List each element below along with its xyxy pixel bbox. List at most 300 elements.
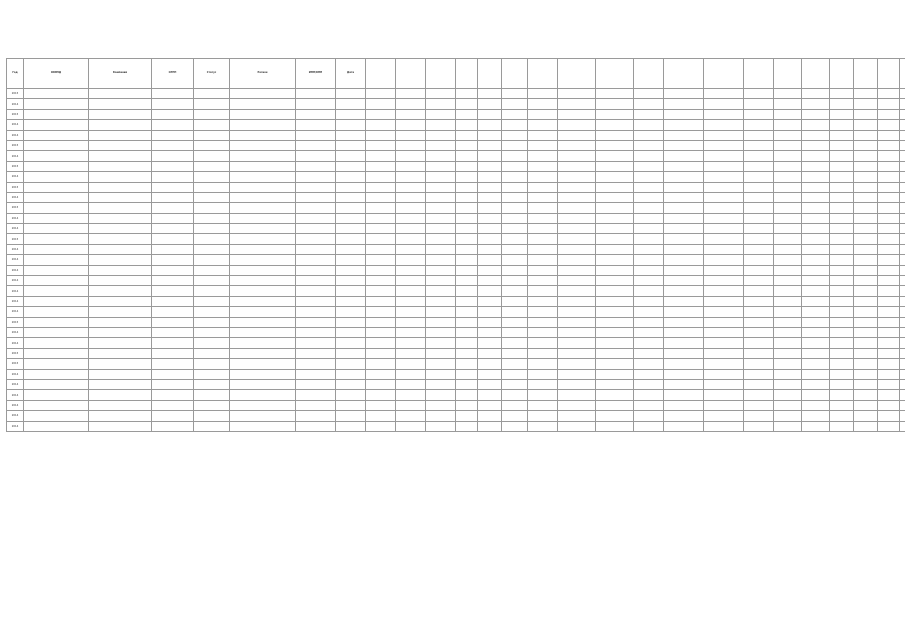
cell-value [502,140,528,150]
cell-ogrn [152,161,194,171]
cell-value [396,99,426,109]
cell-value [830,161,854,171]
cell-value [478,276,502,286]
cell-value [878,182,900,192]
cell-value [366,182,396,192]
cell-value [456,109,478,119]
cell-value [744,359,774,369]
cell-value [634,192,664,202]
cell-value [744,234,774,244]
cell-okved [24,130,89,140]
table-body [7,89,905,432]
cell-status [194,296,230,306]
cell-value [502,359,528,369]
column-header [478,59,502,89]
cell-value [900,109,905,119]
cell-value [558,276,596,286]
cell-okved [24,379,89,389]
cell-inn [296,172,336,182]
cell-name [89,327,152,337]
cell-status [194,379,230,389]
cell-value [366,224,396,234]
cell-value [426,213,456,223]
cell-value [478,348,502,358]
cell-value [774,182,802,192]
cell-value [426,151,456,161]
cell-value [596,286,634,296]
cell-year: 2014 [7,338,24,348]
cell-value [528,244,558,254]
cell-value [664,213,704,223]
cell-status [194,411,230,421]
cell-region [230,172,296,182]
cell-value [528,192,558,202]
cell-name [89,213,152,223]
cell-value [558,89,596,99]
cell-date [336,390,366,400]
column-header: Дата [336,59,366,89]
cell-date [336,140,366,150]
cell-region [230,411,296,421]
cell-date [336,192,366,202]
column-header [596,59,634,89]
cell-value [854,307,878,317]
cell-value [634,296,664,306]
cell-value [396,151,426,161]
cell-value [830,276,854,286]
cell-name [89,390,152,400]
cell-region [230,338,296,348]
cell-name [89,359,152,369]
cell-value [900,224,905,234]
cell-value [744,151,774,161]
cell-status [194,307,230,317]
cell-value [854,255,878,265]
cell-year: 2014 [7,411,24,421]
cell-value [366,411,396,421]
cell-value [396,182,426,192]
cell-status [194,182,230,192]
cell-value [634,348,664,358]
cell-value [502,379,528,389]
cell-date [336,89,366,99]
cell-date [336,172,366,182]
cell-value [854,421,878,431]
cell-value [558,120,596,130]
cell-value [528,130,558,140]
cell-value [456,296,478,306]
cell-status [194,265,230,275]
cell-value [502,390,528,400]
cell-year: 2014 [7,276,24,286]
cell-value [558,99,596,109]
cell-value [396,140,426,150]
cell-value [396,338,426,348]
cell-value [744,411,774,421]
cell-value [634,317,664,327]
cell-value [774,234,802,244]
cell-value [596,265,634,275]
cell-value [502,421,528,431]
cell-year: 2015 [7,182,24,192]
cell-inn [296,192,336,202]
column-header [456,59,478,89]
cell-date [336,182,366,192]
cell-okved [24,244,89,254]
cell-okved [24,390,89,400]
cell-value [744,192,774,202]
cell-inn [296,234,336,244]
cell-status [194,255,230,265]
cell-value [596,213,634,223]
cell-value [830,203,854,213]
cell-value [830,140,854,150]
cell-region [230,224,296,234]
cell-value [558,213,596,223]
cell-value [366,203,396,213]
cell-value [558,182,596,192]
cell-name [89,172,152,182]
cell-value [664,161,704,171]
cell-value [878,161,900,171]
cell-value [558,359,596,369]
cell-name [89,421,152,431]
cell-okved [24,369,89,379]
cell-value [502,182,528,192]
cell-value [366,265,396,275]
cell-value [802,161,830,171]
cell-value [854,400,878,410]
cell-value [456,265,478,275]
cell-value [596,296,634,306]
cell-value [704,286,744,296]
cell-value [634,400,664,410]
cell-status [194,244,230,254]
cell-value [744,307,774,317]
cell-value [396,317,426,327]
cell-name [89,182,152,192]
cell-value [634,161,664,171]
cell-value [366,89,396,99]
cell-value [596,182,634,192]
cell-inn [296,151,336,161]
cell-value [396,265,426,275]
cell-value [366,172,396,182]
cell-value [558,203,596,213]
cell-value [774,421,802,431]
cell-value [478,120,502,130]
cell-value [528,359,558,369]
cell-value [802,379,830,389]
column-header [854,59,878,89]
cell-value [456,120,478,130]
cell-value [830,286,854,296]
cell-value [704,276,744,286]
cell-name [89,244,152,254]
cell-region [230,151,296,161]
cell-value [854,244,878,254]
cell-value [528,213,558,223]
cell-value [426,369,456,379]
cell-value [502,151,528,161]
cell-inn [296,276,336,286]
cell-region [230,99,296,109]
cell-value [854,89,878,99]
cell-value [900,411,905,421]
cell-inn [296,400,336,410]
cell-value [426,224,456,234]
cell-value [502,338,528,348]
cell-name [89,234,152,244]
cell-value [664,411,704,421]
cell-value [502,244,528,254]
cell-value [878,327,900,337]
cell-value [802,172,830,182]
cell-value [396,348,426,358]
cell-date [336,327,366,337]
cell-value [664,182,704,192]
cell-okved [24,411,89,421]
cell-status [194,348,230,358]
cell-value [528,327,558,337]
cell-value [774,109,802,119]
cell-value [502,89,528,99]
cell-value [704,99,744,109]
cell-value [830,265,854,275]
cell-value [596,327,634,337]
cell-okved [24,348,89,358]
cell-date [336,203,366,213]
cell-value [528,265,558,275]
cell-value [830,244,854,254]
cell-value [774,369,802,379]
cell-ogrn [152,286,194,296]
cell-value [704,140,744,150]
cell-value [596,89,634,99]
cell-value [502,411,528,421]
cell-value [704,411,744,421]
cell-value [366,390,396,400]
cell-value [878,151,900,161]
cell-value [802,265,830,275]
cell-ogrn [152,307,194,317]
cell-ogrn [152,109,194,119]
cell-value [634,172,664,182]
cell-value [426,379,456,389]
cell-value [744,276,774,286]
cell-value [426,400,456,410]
cell-okved [24,307,89,317]
table-row [7,192,905,202]
cell-value [478,255,502,265]
cell-value [830,317,854,327]
cell-value [528,182,558,192]
cell-value [802,400,830,410]
cell-value [366,276,396,286]
cell-okved [24,327,89,337]
cell-value [426,172,456,182]
cell-value [774,192,802,202]
cell-value [854,338,878,348]
cell-region [230,255,296,265]
cell-year: 2014 [7,307,24,317]
cell-value [596,130,634,140]
cell-value [900,307,905,317]
cell-value [704,203,744,213]
cell-value [744,172,774,182]
cell-value [664,234,704,244]
cell-value [366,317,396,327]
cell-value [634,151,664,161]
cell-region [230,140,296,150]
cell-value [634,99,664,109]
cell-value [478,317,502,327]
cell-value [456,99,478,109]
cell-value [704,369,744,379]
cell-value [528,224,558,234]
cell-year: 2014 [7,224,24,234]
cell-value [396,421,426,431]
cell-value [634,359,664,369]
cell-ogrn [152,400,194,410]
cell-ogrn [152,265,194,275]
cell-value [478,307,502,317]
cell-value [366,255,396,265]
cell-value [802,192,830,202]
cell-value [744,421,774,431]
cell-value [396,89,426,99]
cell-date [336,276,366,286]
cell-value [774,317,802,327]
cell-value [664,89,704,99]
cell-year: 2014 [7,192,24,202]
cell-value [900,265,905,275]
cell-value [456,400,478,410]
cell-name [89,400,152,410]
cell-status [194,369,230,379]
cell-value [502,317,528,327]
cell-value [558,224,596,234]
cell-value [596,151,634,161]
cell-value [744,317,774,327]
cell-year: 2014 [7,244,24,254]
cell-year: 2014 [7,151,24,161]
cell-value [802,120,830,130]
cell-value [802,411,830,421]
cell-value [878,286,900,296]
cell-value [704,338,744,348]
cell-ogrn [152,421,194,431]
table-row [7,203,905,213]
cell-value [396,390,426,400]
cell-value [878,348,900,358]
cell-ogrn [152,89,194,99]
cell-value [596,161,634,171]
cell-value [558,234,596,244]
cell-value [878,276,900,286]
column-header [878,59,900,89]
cell-value [366,400,396,410]
cell-value [596,379,634,389]
cell-value [878,89,900,99]
cell-region [230,109,296,119]
cell-name [89,161,152,171]
cell-value [558,244,596,254]
cell-region [230,296,296,306]
cell-value [596,421,634,431]
cell-name [89,296,152,306]
cell-date [336,421,366,431]
cell-date [336,161,366,171]
cell-value [774,359,802,369]
cell-value [900,203,905,213]
cell-value [704,265,744,275]
cell-value [502,224,528,234]
cell-ogrn [152,140,194,150]
cell-value [634,327,664,337]
cell-value [774,265,802,275]
cell-value [366,140,396,150]
cell-value [478,109,502,119]
cell-name [89,224,152,234]
table-row [7,244,905,254]
cell-value [704,379,744,389]
cell-status [194,390,230,400]
column-header: Регион [230,59,296,89]
cell-value [558,265,596,275]
cell-name [89,369,152,379]
cell-value [426,161,456,171]
cell-region [230,234,296,244]
cell-ogrn [152,411,194,421]
cell-value [664,130,704,140]
cell-value [528,307,558,317]
cell-value [478,213,502,223]
cell-value [774,130,802,140]
cell-ogrn [152,224,194,234]
cell-value [596,369,634,379]
cell-value [664,151,704,161]
cell-value [478,379,502,389]
cell-region [230,400,296,410]
cell-value [704,400,744,410]
cell-value [426,296,456,306]
cell-value [900,140,905,150]
cell-value [426,286,456,296]
cell-ogrn [152,359,194,369]
cell-value [664,192,704,202]
cell-value [830,192,854,202]
cell-value [774,140,802,150]
cell-value [774,244,802,254]
cell-okved [24,203,89,213]
cell-status [194,99,230,109]
cell-value [830,421,854,431]
cell-value [426,192,456,202]
table-row [7,276,905,286]
cell-value [396,172,426,182]
cell-value [802,234,830,244]
cell-value [558,161,596,171]
cell-value [878,296,900,306]
cell-value [456,213,478,223]
cell-value [456,390,478,400]
cell-value [502,109,528,119]
table-row [7,379,905,389]
cell-region [230,213,296,223]
cell-value [744,109,774,119]
cell-value [830,255,854,265]
